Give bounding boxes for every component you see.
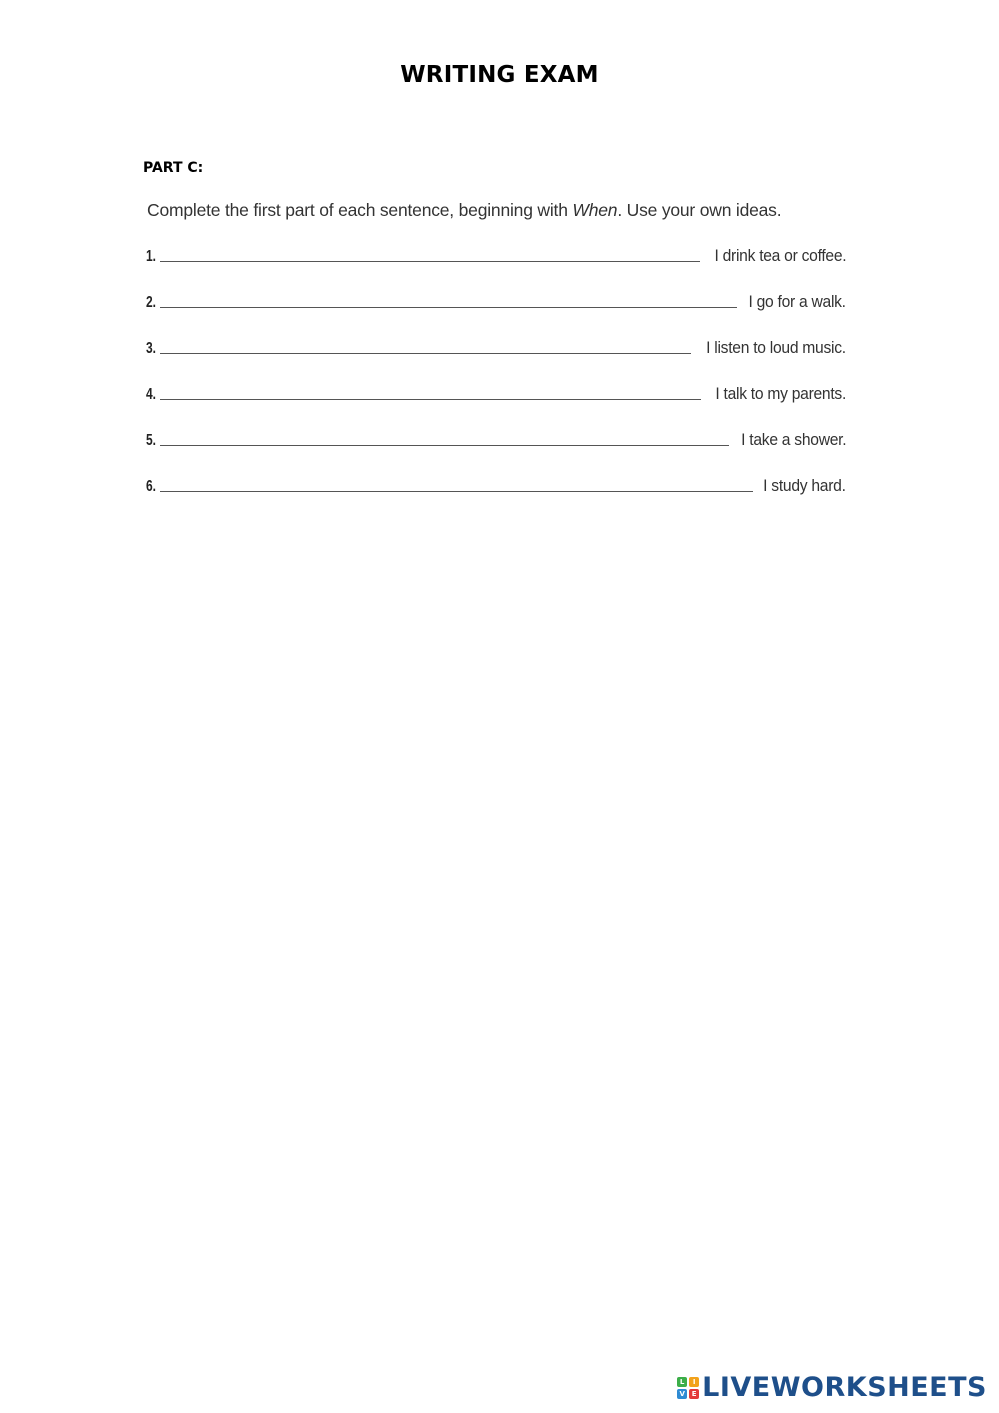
instruction-text	[147, 200, 781, 221]
instruction-text-start: Complete the first part of each sentence, beginning with	[147, 200, 573, 220]
exercise-item	[146, 426, 846, 450]
item-number: 5.	[146, 432, 157, 449]
sentence-ending: I talk to my parents.	[715, 384, 846, 403]
answer-field[interactable]	[160, 307, 737, 308]
item-number: 6.	[146, 478, 157, 495]
exercise-item	[146, 380, 846, 404]
sentence-ending: I drink tea or coffee.	[714, 246, 846, 265]
answer-field[interactable]	[160, 353, 691, 354]
exercise-item	[146, 334, 846, 358]
page-title: WRITING EXAM	[400, 62, 599, 88]
logo-letter: V	[677, 1389, 687, 1399]
answer-field[interactable]	[160, 491, 753, 492]
logo-letter: E	[689, 1389, 699, 1399]
exercise-item	[146, 288, 846, 312]
logo-text: LIVEWORKSHEETS	[702, 1372, 987, 1403]
item-number: 1.	[146, 248, 157, 265]
exercise-item	[146, 472, 846, 496]
logo-icon	[677, 1377, 699, 1399]
sentence-ending: I take a shower.	[740, 430, 846, 449]
instruction-text-end: . Use your own ideas.	[617, 200, 782, 220]
sentence-ending: I go for a walk.	[748, 292, 846, 311]
sentence-ending: I listen to loud music.	[706, 338, 846, 357]
part-label: PART C:	[143, 160, 204, 176]
exercise-item	[146, 242, 846, 266]
answer-field[interactable]	[160, 261, 700, 262]
liveworksheets-logo	[677, 1372, 987, 1403]
item-number: 4.	[146, 386, 157, 403]
item-number: 2.	[146, 294, 157, 311]
exercise-list	[146, 242, 846, 518]
answer-field[interactable]	[160, 445, 729, 446]
logo-letter: I	[689, 1377, 699, 1387]
logo-letter: L	[677, 1377, 687, 1387]
answer-field[interactable]	[160, 399, 701, 400]
item-number: 3.	[146, 340, 157, 357]
instruction-text-italic: When	[572, 200, 618, 220]
sentence-ending: I study hard.	[763, 476, 846, 495]
